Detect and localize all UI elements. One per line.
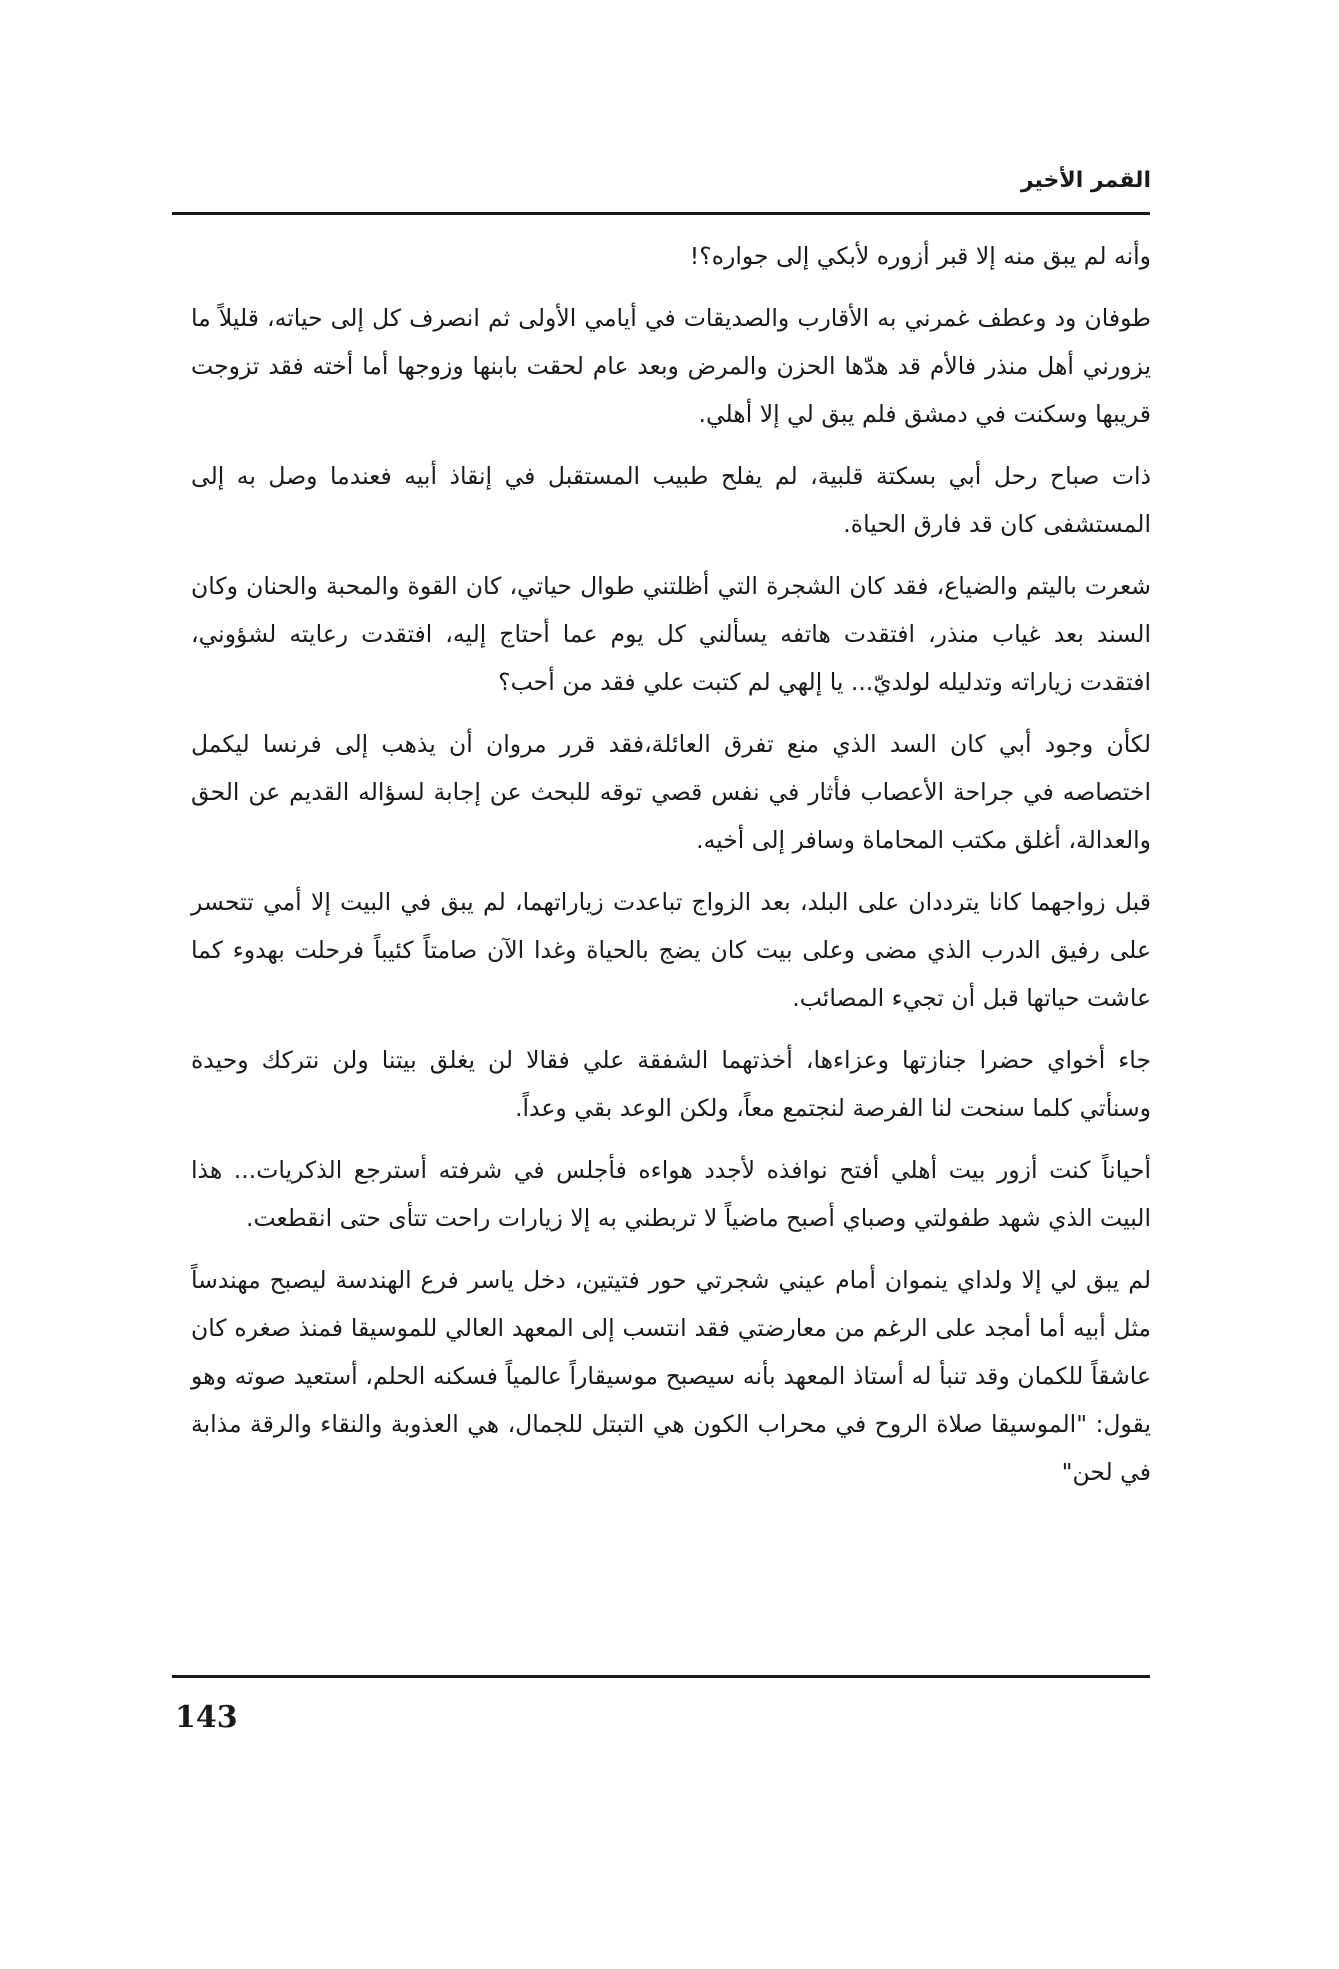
running-header-title: القمر الأخير [1020,168,1151,193]
header-rule [172,212,1150,215]
paragraph: شعرت باليتم والضياع، فقد كان الشجرة التي أظلتني طوال حياتي، كان القوة والمحبة والحنان وكان السند بعد غياب منذر، افتقدت هاتفه يسألني كل يوم عما أحتاج إليه، افتقدت رعايته لشؤوني، افتقدت زياراته وتدليله لولديّ... يا إلهي لم كتبت علي فقد من أحب؟ [191,572,1151,696]
paragraph: وأنه لم يبق منه إلا قبر أزوره لأبكي إلى جواره؟! [689,242,1151,270]
paragraph: جاء أخواي حضرا جنازتها وعزاءها، أخذتهما الشفقة علي فقالا لن يغلق بيتنا ولن نتركك وحيدة وسنأتي كلما سنحت لنا الفرصة لنجتمع معاً، ولكن الوعد بقي وعداً. [191,1046,1151,1122]
footer-rule [172,1675,1150,1678]
body-text [191,232,1151,1510]
paragraph: قبل زواجهما كانا يترددان على البلد، بعد الزواج تباعدت زياراتهما، لم يبق في البيت إلا أمي تتحسر على رفيق الدرب الذي مضى وعلى بيت كان يضج بالحياة وغدا الآن صامتاً كئيباً فرحلت بهدوء كما عاشت حياتها قبل أن تجيء المصائب. [191,888,1151,1012]
paragraph: ذات صباح رحل أبي بسكتة قلبية، لم يفلح طبيب المستقبل في إنقاذ أبيه فعندما وصل به إلى المستشفى كان قد فارق الحياة. [191,462,1151,538]
page-number: 143 [175,1700,238,1735]
paragraph: طوفان ود وعطف غمرني به الأقارب والصديقات في أيامي الأولى ثم انصرف كل إلى حياته، قليلاً ما يزورني أهل منذر فالأم قد هدّها الحزن والمرض وبعد عام لحقت بابنها وزوجها أما أخته فقد تزوجت قريبها وسكنت في دمشق فلم يبق لي إلا أهلي. [191,304,1151,428]
paragraph: أحياناً كنت أزور بيت أهلي أفتح نوافذه لأجدد هواءه فأجلس في شرفته أسترجع الذكريات... هذا البيت الذي شهد طفولتي وصباي أصبح ماضياً لا تربطني به إلا زيارات راحت تتأى حتى انقطعت. [191,1156,1151,1232]
paragraph: لكأن وجود أبي كان السد الذي منع تفرق العائلة،فقد قرر مروان أن يذهب إلى فرنسا ليكمل اختصاصه في جراحة الأعصاب فأثار في نفس قصي توقه للبحث عن إجابة لسؤاله القديم عن الحق والعدالة، أغلق مكتب المحاماة وسافر إلى أخيه. [191,730,1151,854]
paragraph: لم يبق لي إلا ولداي ينموان أمام عيني شجرتي حور فتيتين، دخل ياسر فرع الهندسة ليصبح مهندساً مثل أبيه أما أمجد على الرغم من معارضتي فقد انتسب إلى المعهد العالي للموسيقا فمنذ صغره كان عاشقاً للكمان وقد تنبأ له أستاذ المعهد بأنه سيصبح موسيقاراً عالمياً فسكنه الحلم، أستعيد صوته وهو يقول: "الموسيقا صلاة الروح في محراب الكون هي التبتل للجمال، هي العذوبة والنقاء والرقة مذابة في لحن" [191,1266,1151,1486]
